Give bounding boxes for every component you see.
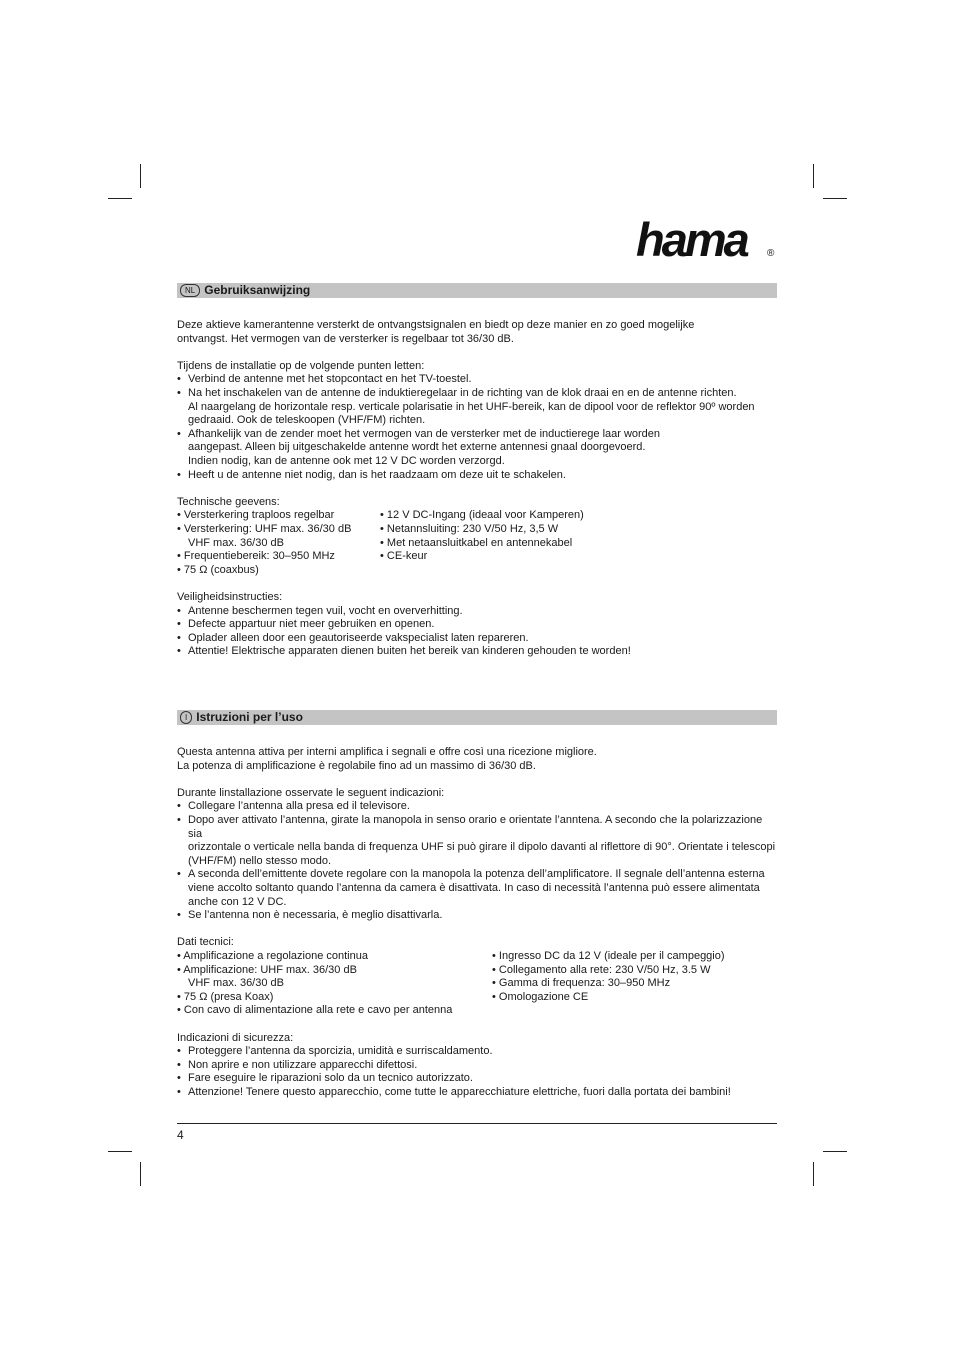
spec-item: • Con cavo di alimentazione alla rete e cavo per antenna — [177, 1004, 453, 1017]
list-item: • Dopo aver attivato l’antenna, girate la manopola in senso orario e orientate l’anntena. A secondo che la polarizzazione sia orizzontale o verticale nella banda di frequenza UHF si può girare il dipolo davanti al riflettore di 90°. Orientate i telescopi (VHF/FM) nello stesso modo. — [177, 814, 777, 868]
spec-item: • Frequentiebereik: 30–950 MHz — [177, 550, 335, 563]
section-title: Gebruiksanwijzing — [204, 283, 311, 297]
spec-item: • Collegamento alla rete: 230 V/50 Hz, 3.5 W — [492, 963, 711, 976]
footer-rule — [177, 1123, 777, 1124]
spec-item: • Versterkering traploos regelbar — [177, 509, 335, 522]
spec-item: • Ingresso DC da 12 V (ideale per il campeggio) — [492, 949, 725, 962]
subheading: Durante linstallazione osservate le seguent indicazioni: — [177, 786, 445, 799]
list-item: • Oplader alleen door een geautoriseerde vakspecialist laten repareren. — [177, 632, 777, 646]
section-heading-nl — [177, 283, 777, 298]
crop-mark — [823, 198, 847, 199]
tech-specs-right — [380, 509, 584, 563]
section-heading-it — [177, 710, 777, 725]
page-number: 4 — [177, 1128, 184, 1142]
list-item: • Defecte appartuur niet meer gebruiken en openen. — [177, 618, 777, 632]
bullet-list — [177, 373, 777, 482]
spec-item: • Amplificazione a regolazione continua — [177, 949, 368, 962]
crop-mark — [108, 1151, 132, 1152]
spec-item: • 12 V DC-Ingang (ideaal voor Kamperen) — [380, 509, 584, 522]
subheading: Technische geevens: — [177, 495, 280, 508]
tech-specs-right — [492, 950, 725, 1004]
list-item: • A seconda dell’emittente dovete regolare con la manopola la potenza dell’amplificatore. Il segnale dell’antenna esterna viene accolto soltanto quando l’antenna da camera è disattivata. In caso di necessità l’antenna può essere alimentata anche con 12 V DC. — [177, 868, 777, 909]
list-item: • Verbind de antenne met het stopcontact en het TV-toestel. — [177, 373, 777, 387]
bullet-list — [177, 800, 777, 922]
crop-mark — [823, 1151, 847, 1152]
language-code-badge: NL — [180, 284, 200, 297]
spec-item: VHF max. 36/30 dB — [188, 536, 284, 549]
paragraph: Questa antenna attiva per interni amplifica i segnali e offre così una ricezione migliore. — [177, 746, 597, 758]
list-item: • Afhankelijk van de zender moet het vermogen van de versterker met de inductieregе laar worden aangepast. Alleen bij uitgeschakelde antenne wordt het externe antennesi gnaal doorgevoerd. Indien nodig, kan de antenne ook met 12 V DC worden verzorgd. — [177, 428, 777, 469]
logo-text: hama — [636, 213, 747, 266]
tech-specs — [177, 509, 777, 577]
subheading: Veiligheidsinstructies: — [177, 590, 283, 603]
spec-item: • 75 Ω (coaxbus) — [177, 563, 259, 576]
list-item: • Antenne beschermen tegen vuil, vocht en oververhitting. — [177, 605, 777, 619]
tech-specs-left — [177, 509, 351, 577]
paragraph: Deze aktieve kamerantenne versterkt de ontvangstsignalen en biedt op deze manier en zo goed mogelijke — [177, 319, 695, 331]
section-title: Istruzioni per l’uso — [196, 710, 303, 724]
list-item: • Proteggere l’antenna da sporcizia, umidità e surriscaldamento. — [177, 1045, 777, 1059]
subheading: Indicazioni di sicurezza: — [177, 1031, 294, 1044]
hama-logo — [636, 213, 782, 266]
bullet-list — [177, 1045, 777, 1099]
crop-mark — [813, 164, 814, 188]
spec-item: VHF max. 36/30 dB — [188, 977, 284, 990]
spec-item: • Met netaansluitkabel en antennekabel — [380, 536, 573, 549]
crop-mark — [140, 164, 141, 188]
crop-mark — [813, 1162, 814, 1186]
list-item: • Attentie! Elektrische apparaten dienen buiten het bereik van kinderen gehouden te worden! — [177, 645, 777, 659]
crop-mark — [140, 1162, 141, 1186]
paragraph: ontvangst. Het vermogen van de versterker is regelbaar tot 36/30 dB. — [177, 332, 514, 345]
spec-item: • Gamma di frequenza: 30–950 MHz — [492, 977, 671, 990]
language-code-badge: I — [180, 711, 192, 724]
spec-item: • Netannsluiting: 230 V/50 Hz, 3,5 W — [380, 522, 559, 535]
registered-mark: ® — [767, 248, 775, 259]
crop-mark — [108, 198, 132, 199]
subheading: Dati tecnici: — [177, 936, 234, 949]
list-item: • Attenzione! Tenere questo apparecchio, come tutte le apparecchiature elettriche, fuori dalla portata dei bambini! — [177, 1086, 777, 1100]
section-body-nl — [177, 319, 777, 659]
tech-specs-left — [177, 950, 452, 1018]
list-item: • Heeft u de antenne niet nodig, dan is het raadzaam om deze uit te schakelen. — [177, 469, 777, 483]
spec-item: • Amplificazione: UHF max. 36/30 dB — [177, 963, 357, 976]
list-item: • Na het inschakelen van de antenne de induktieregelaar in de richting van de klok draai en en de antenne richten. Al naargelang de horizontale resp. verticale polarisatie in het UHF-bereik, kan de dipool voor de reflektor 90º worden gedraaid. Ook de teleskoopen (VHF/FM) richten. — [177, 387, 777, 428]
spec-item: • Versterkering: UHF max. 36/30 dB — [177, 522, 352, 535]
subheading: Tijdens de installatie op de volgende punten letten: — [177, 359, 425, 372]
tech-specs — [177, 950, 777, 1018]
list-item: • Fare eseguire le riparazioni solo da un tecnico autorizzato. — [177, 1072, 777, 1086]
list-item: • Collegare l’antenna alla presa ed il televisore. — [177, 800, 777, 814]
list-item: • Non aprire e non utilizzare apparecchi difettosi. — [177, 1059, 777, 1073]
section-body-it — [177, 746, 777, 1099]
spec-item: • 75 Ω (presa Koax) — [177, 990, 274, 1003]
paragraph: La potenza di amplificazione è regolabile fino ad un massimo di 36/30 dB. — [177, 759, 536, 772]
bullet-list — [177, 605, 777, 659]
list-item: • Se l’antenna non è necessaria, è meglio disattivarla. — [177, 909, 777, 923]
spec-item: • Omologazione CE — [492, 990, 589, 1003]
spec-item: • CE-keur — [380, 550, 428, 563]
